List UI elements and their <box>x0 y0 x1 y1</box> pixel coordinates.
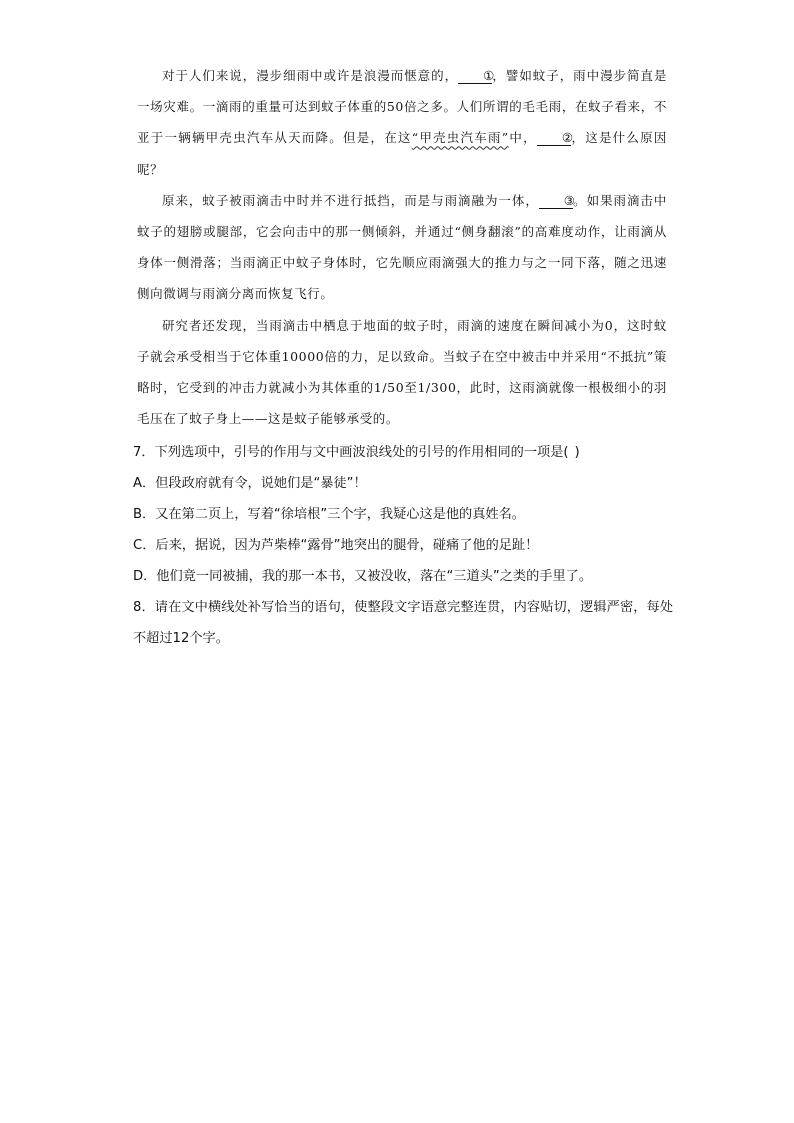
p1-text-b: ，譬如蚊子，雨中漫步简直是一场灾难。一滴雨的重量可达到蚊子体重的50倍之多。人们所谓的毛毛雨，在蚊子看来，不亚于一辆辆甲壳虫汽车从天而降。但是，在这 <box>137 68 668 146</box>
option-d-text: 他们竟一同被捕，我的那一本书，又被没收，落在“三道头”之类的手里了。 <box>156 569 593 584</box>
question-8-stem <box>133 592 673 654</box>
p2-text-a: 原来，蚊子被雨滴击中时并不进行抵挡，而是与雨滴融为一体， <box>162 192 539 208</box>
blank-3: ③ <box>539 193 573 209</box>
question-7-number: 7． <box>133 445 155 460</box>
question-section <box>133 437 673 654</box>
question-8-number: 8． <box>133 600 155 615</box>
passage-paragraph-3: 研究者还发现，当雨滴击中栖息于地面的蚊子时，雨滴的速度在瞬间减小为0，这时蚊子就会承受相当于它体重10000倍的力，足以致命。当蚊子在空中被击中并采用“不抵抗”策略时，它受到的冲击力就减小为其体重的1/50至1/300，此时，这雨滴就像一根极细小的羽毛压在了蚊子身上——这是蚊子能够承受的。 <box>137 317 667 427</box>
passage-paragraph-2 <box>137 185 667 310</box>
option-c-letter: C． <box>133 538 156 553</box>
question-7-text: 下列选项中，引号的作用与文中画波浪线处的引号的作用相同的一项是( <box>154 445 569 460</box>
option-b-letter: B． <box>133 507 156 522</box>
blank-2: ② <box>537 130 571 146</box>
option-d[interactable] <box>133 561 673 592</box>
reading-passage <box>137 60 667 434</box>
wavy-quoted-phrase: “甲壳虫汽车雨” <box>411 130 509 146</box>
option-c-text: 后来，据说，因为芦柴棒“露骨”地突出的腿骨，碰痛了他的足趾！ <box>155 538 539 553</box>
option-a[interactable] <box>133 468 673 499</box>
p2-text-b: 。如果雨滴击中蚊子的翅膀或腿部，它会向击中的那一侧倾斜，并通过“侧身翻滚”的高难度动作，让雨滴从身体一侧滑落；当雨滴正中蚊子身体时，它先顺应雨滴强大的推力与之一同下落，随之迅速侧向微调与雨滴分离而恢复飞行。 <box>137 192 667 302</box>
option-a-letter: A． <box>133 476 156 491</box>
p1-text-d: ，这是什么原因呢？ <box>137 130 667 177</box>
option-b-text: 又在第二页上，写着“徐培根”三个字，我疑心这是他的真姓名。 <box>155 507 525 522</box>
option-c[interactable] <box>133 530 673 561</box>
question-8-text: 请在文中横线处补写恰当的语句，使整段文字语意完整连贯，内容贴切，逻辑严密，每处不超过12个字。 <box>133 600 674 646</box>
blank-1: ① <box>458 68 492 84</box>
passage-paragraph-1 <box>137 60 667 185</box>
p1-text-c: 中， <box>508 130 537 146</box>
option-d-letter: D． <box>133 569 157 584</box>
option-a-text: 但段政府就有令，说她们是“暴徒”！ <box>155 476 367 491</box>
p1-text-a: 对于人们来说，漫步细雨中或许是浪漫而惬意的， <box>162 68 459 83</box>
option-b[interactable] <box>133 499 673 530</box>
question-7-answer-bracket: ) <box>574 445 580 460</box>
question-7-stem <box>133 437 673 468</box>
